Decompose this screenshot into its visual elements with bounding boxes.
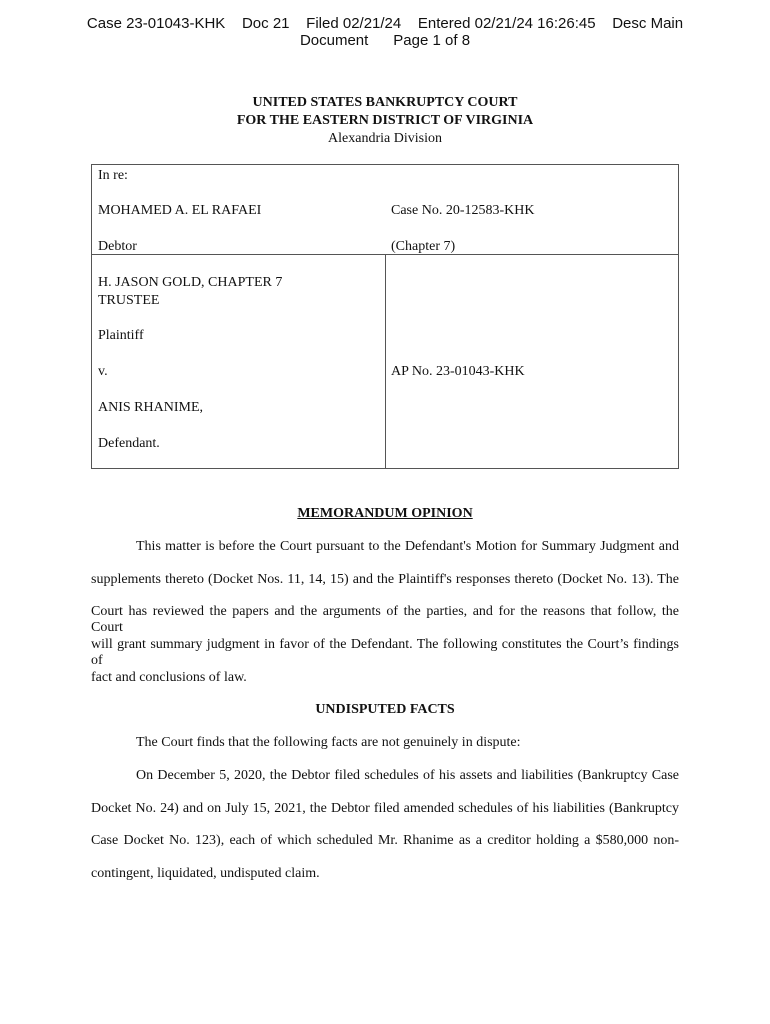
facts-line-3: Case Docket No. 123), each of which scheduled Mr. Rhanime as a creditor holding a $580,000 non- xyxy=(91,833,679,848)
defendant-name: ANIS RHANIME, xyxy=(98,400,203,415)
debtor-name: MOHAMED A. EL RAFAEI xyxy=(98,203,262,218)
plaintiff-name-line-2: TRUSTEE xyxy=(98,293,160,308)
facts-line-2: Docket No. 24) and on July 15, 2021, the Debtor filed amended schedules of his liabilities (Bankruptcy xyxy=(91,801,679,816)
facts-line-1: On December 5, 2020, the Debtor filed schedules of his assets and liabilities (Bankruptcy Case xyxy=(136,768,679,783)
plaintiff-label: Plaintiff xyxy=(98,328,144,343)
intro-line-5: fact and conclusions of law. xyxy=(91,670,247,685)
court-name: UNITED STATES BANKRUPTCY COURT xyxy=(252,95,518,110)
court-division: Alexandria Division xyxy=(328,131,442,146)
facts-heading: UNDISPUTED FACTS xyxy=(315,702,455,717)
intro-line-2: supplements thereto (Docket Nos. 11, 14, 15) and the Plaintiff's responses thereto (Docket No. 13). The xyxy=(91,572,679,587)
court-district: FOR THE EASTERN DISTRICT OF VIRGINIA xyxy=(236,113,534,128)
case-caption-box xyxy=(91,164,679,469)
intro-line-4: will grant summary judgment in favor of the Defendant. The following constitutes the Court’s findings of xyxy=(91,637,679,668)
case-number: Case No. 20-12583-KHK xyxy=(391,203,535,218)
facts-line-4: contingent, liquidated, undisputed claim. xyxy=(91,866,320,881)
caption-divider-vertical xyxy=(385,254,386,468)
chapter-label: (Chapter 7) xyxy=(391,239,456,254)
in-re-label: In re: xyxy=(98,168,128,183)
adversary-proceeding-number: AP No. 23-01043-KHK xyxy=(391,364,525,379)
defendant-label: Defendant. xyxy=(98,436,160,451)
versus-label: v. xyxy=(98,364,108,379)
facts-intro: The Court finds that the following facts are not genuinely in dispute: xyxy=(136,735,521,750)
court-heading xyxy=(0,94,770,148)
debtor-label: Debtor xyxy=(98,239,137,254)
ecf-header-line-1: Case 23-01043-KHK Doc 21 Filed 02/21/24 Entered 02/21/24 16:26:45 Desc Main xyxy=(86,15,684,32)
plaintiff-name-line-1: H. JASON GOLD, CHAPTER 7 xyxy=(98,275,283,290)
intro-line-3: Court has reviewed the papers and the arguments of the parties, and for the reasons that follow, the Court xyxy=(91,604,679,635)
ecf-header-line-2: Document Page 1 of 8 xyxy=(299,32,471,49)
opinion-title: MEMORANDUM OPINION xyxy=(297,506,473,521)
intro-line-1: This matter is before the Court pursuant to the Defendant's Motion for Summary Judgment and xyxy=(136,539,679,554)
